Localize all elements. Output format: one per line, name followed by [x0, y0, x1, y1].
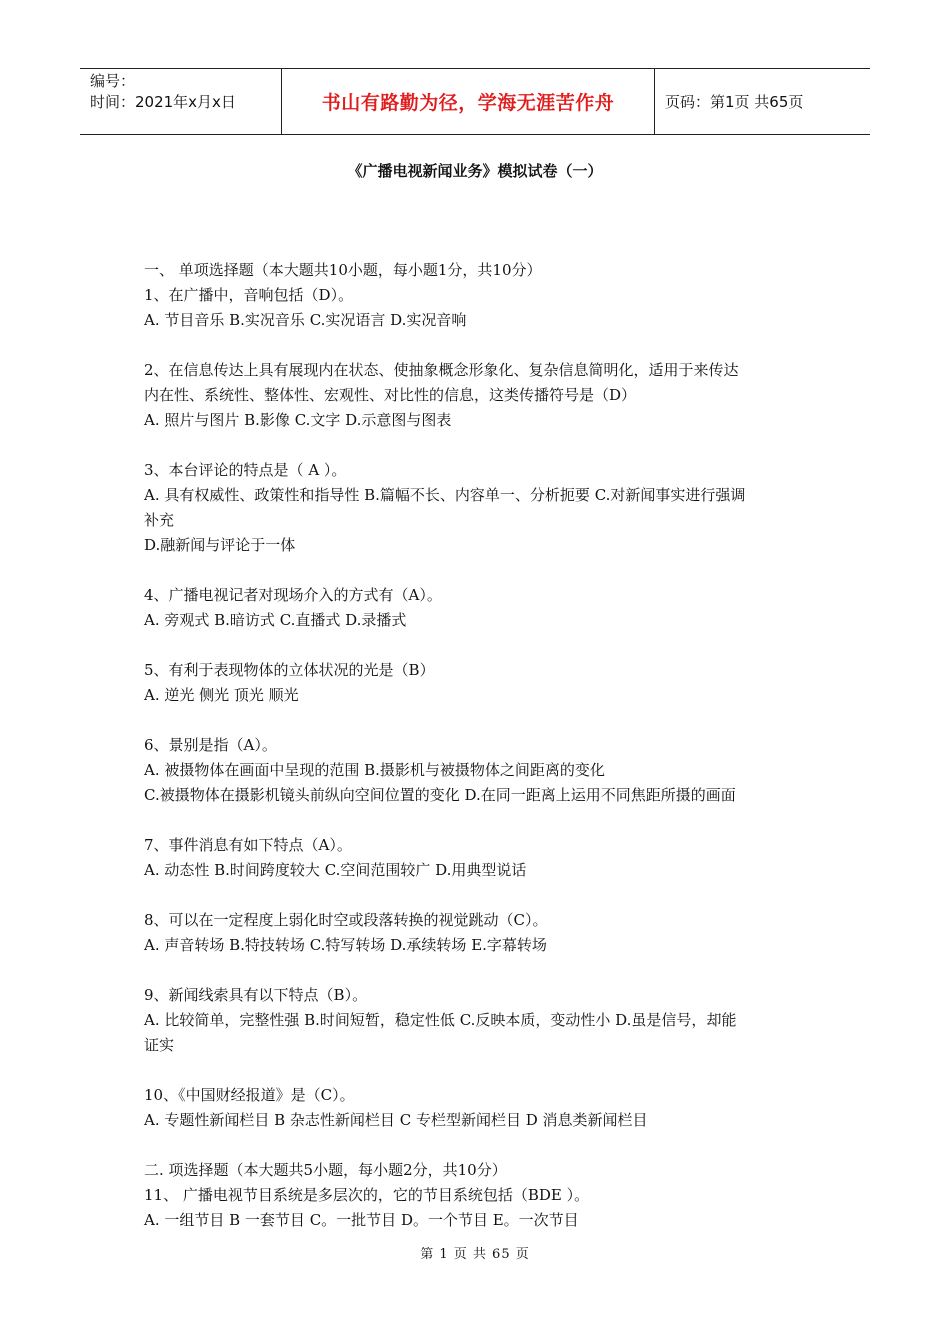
content-line: 2、在信息传达上具有展现内在状态、使抽象概念形象化、复杂信息简明化，适用于来传达: [144, 361, 739, 379]
content-line: 7、事件消息有如下特点（A）。: [144, 836, 352, 854]
paragraph-gap: [144, 708, 814, 733]
paragraph-gap: [144, 433, 814, 458]
content-line: 内在性、系统性、整体性、宏观性、对比性的信息，这类传播符号是（D）: [144, 386, 637, 404]
exam-content: [144, 258, 814, 1233]
content-line: A. 一组节目 B 一套节目 C。一批节目 D。一个节目 E。一次节目: [144, 1211, 579, 1229]
content-line: 10、《中国财经报道》是（C）。: [144, 1086, 355, 1104]
content-line: C.被摄物体在摄影机镜头前纵向空间位置的变化 D.在同一距离上运用不同焦距所摄的画面: [144, 786, 736, 804]
paragraph-gap: [144, 333, 814, 358]
content-line: 8、可以在一定程度上弱化时空或段落转换的视觉跳动（C）。: [144, 911, 548, 929]
date-label: 时间：2021年x月x日: [90, 93, 236, 111]
content-line: A. 逆光 侧光 顶光 顺光: [144, 686, 299, 704]
header-meta: [80, 69, 282, 134]
content-line: A. 被摄物体在画面中呈现的范围 B.摄影机与被摄物体之间距离的变化: [144, 761, 605, 779]
page-header: [80, 68, 870, 135]
content-line: 3、本台评论的特点是（ A ）。: [144, 461, 347, 479]
page-footer: 第 1 页 共 65 页: [420, 1247, 530, 1262]
content-line: A. 声音转场 B.特技转场 C.特写转场 D.承续转场 E.字幕转场: [144, 936, 547, 954]
content-line: D.融新闻与评论于一体: [144, 536, 296, 554]
content-line: 6、景别是指（A）。: [144, 736, 277, 754]
content-line: 5、有利于表现物体的立体状况的光是（B）: [144, 661, 435, 679]
paragraph-gap: [144, 1058, 814, 1083]
content-line: A. 动态性 B.时间跨度较大 C.空间范围较广 D.用典型说话: [144, 861, 527, 879]
paragraph-gap: [144, 558, 814, 583]
content-line: A. 旁观式 B.暗访式 C.直播式 D.录播式: [144, 611, 407, 629]
paragraph-gap: [144, 883, 814, 908]
content-line: 9、新闻线索具有以下特点（B）。: [144, 986, 368, 1004]
code-label: 编号：: [90, 72, 136, 90]
content-line: 补充: [144, 511, 175, 529]
header-page-info: 页码：第1页 共65页: [665, 93, 804, 111]
content-line: 1、在广播中，音响包括（D）。: [144, 286, 354, 304]
content-line: 证实: [144, 1036, 175, 1054]
content-line: 二. 项选择题（本大题共5小题，每小题2分，共10分）: [144, 1161, 507, 1179]
paragraph-gap: [144, 1133, 814, 1158]
content-line: 11、 广播电视节目系统是多层次的，它的节目系统包括（BDE ）。: [144, 1186, 590, 1204]
header-motto: 书山有路勤为径，学海无涯苦作舟: [282, 69, 655, 134]
paragraph-gap: [144, 633, 814, 658]
paragraph-gap: [144, 958, 814, 983]
content-line: A. 具有权威性、政策性和指导性 B.篇幅不长、内容单一、分析扼要 C.对新闻事实进行强调: [144, 486, 746, 504]
content-line: A. 节目音乐 B.实况音乐 C.实况语言 D.实况音响: [144, 311, 467, 329]
content-line: A. 专题性新闻栏目 B 杂志性新闻栏目 C 专栏型新闻栏目 D 消息类新闻栏目: [144, 1111, 648, 1129]
content-line: 4、广播电视记者对现场介入的方式有（A）。: [144, 586, 442, 604]
content-line: A. 比较简单，完整性强 B.时间短暂，稳定性低 C.反映本质，变动性小 D.虽是信号，却能: [144, 1011, 737, 1029]
document-title: 《广播电视新闻业务》模拟试卷（一）: [347, 162, 603, 180]
content-line: A. 照片与图片 B.影像 C.文字 D.示意图与图表: [144, 411, 452, 429]
content-line: 一、 单项选择题（本大题共10小题，每小题1分，共10分）: [144, 261, 542, 279]
paragraph-gap: [144, 808, 814, 833]
